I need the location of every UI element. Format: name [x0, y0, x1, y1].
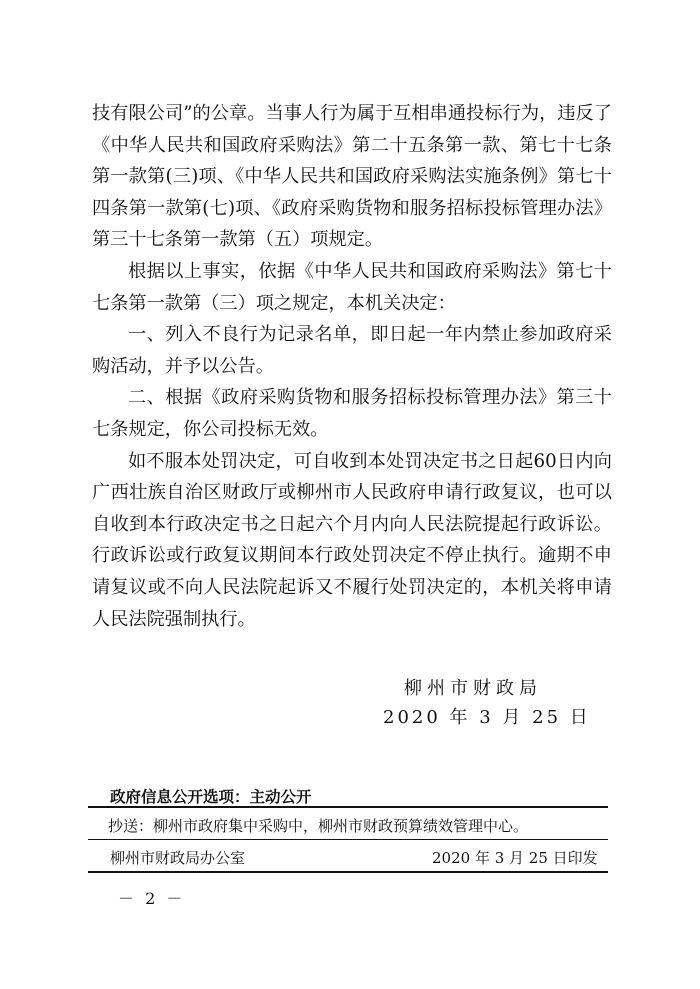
- page-number: － 2 －: [118, 889, 186, 908]
- signature-date: 2020 年 3 月 25 日: [383, 707, 591, 728]
- footer-rule-bottom: [88, 871, 608, 873]
- body-paragraph-decision-1: 一、列入不良行为记录名单，即日起一年内禁止参加政府采购活动，并予以公告。: [92, 324, 612, 377]
- body-paragraph-violation: 技有限公司”的公章。当事人行为属于互相串通投标行为，违反了《中华人民共和国政府采购法》第二十五条第一款、第七十七条第一款第(三)项、《中华人民共和国政府采购法实施条例》第七十四条第一款第(七)项、《政府采购货物和服务招标投标管理办法》第三十七条第一款第（五）项规定。: [92, 103, 612, 251]
- body-paragraph-appeal: 如不服本处罚决定，可自收到本处罚决定书之日起60日内向广西壮族自治区财政厅或柳州市人民政府申请行政复议，也可以自收到本行政决定书之日起六个月内向人民法院提起行政诉讼。行政诉讼或行政复议期间本行政处罚决定不停止执行。逾期不申请复议或不向人民法院起诉又不履行处罚决定的，本机关将申请人民法院强制执行。: [92, 450, 612, 630]
- document-body: [92, 98, 612, 635]
- print-date: 2020 年 3 月 25 日印发: [432, 849, 598, 867]
- body-paragraph-basis: 根据以上事实，依据《中华人民共和国政府采购法》第七十七条第一款第（三）项之规定，本机关决定：: [92, 260, 612, 314]
- cc-line: 抄送：柳州市政府集中采购中，柳州市财政预算绩效管理中心。: [108, 817, 529, 835]
- signature-organization: 柳州市财政局: [404, 678, 542, 699]
- issuing-office: 柳州市财政局办公室: [110, 849, 246, 867]
- footer-rule-top: [88, 806, 608, 808]
- body-paragraph-decision-2: 二、根据《政府采购货物和服务招标投标管理办法》第三十七条规定，你公司投标无效。: [92, 387, 612, 440]
- disclosure-option: 政府信息公开选项：主动公开: [110, 788, 312, 806]
- footer-rule-middle: [88, 839, 608, 840]
